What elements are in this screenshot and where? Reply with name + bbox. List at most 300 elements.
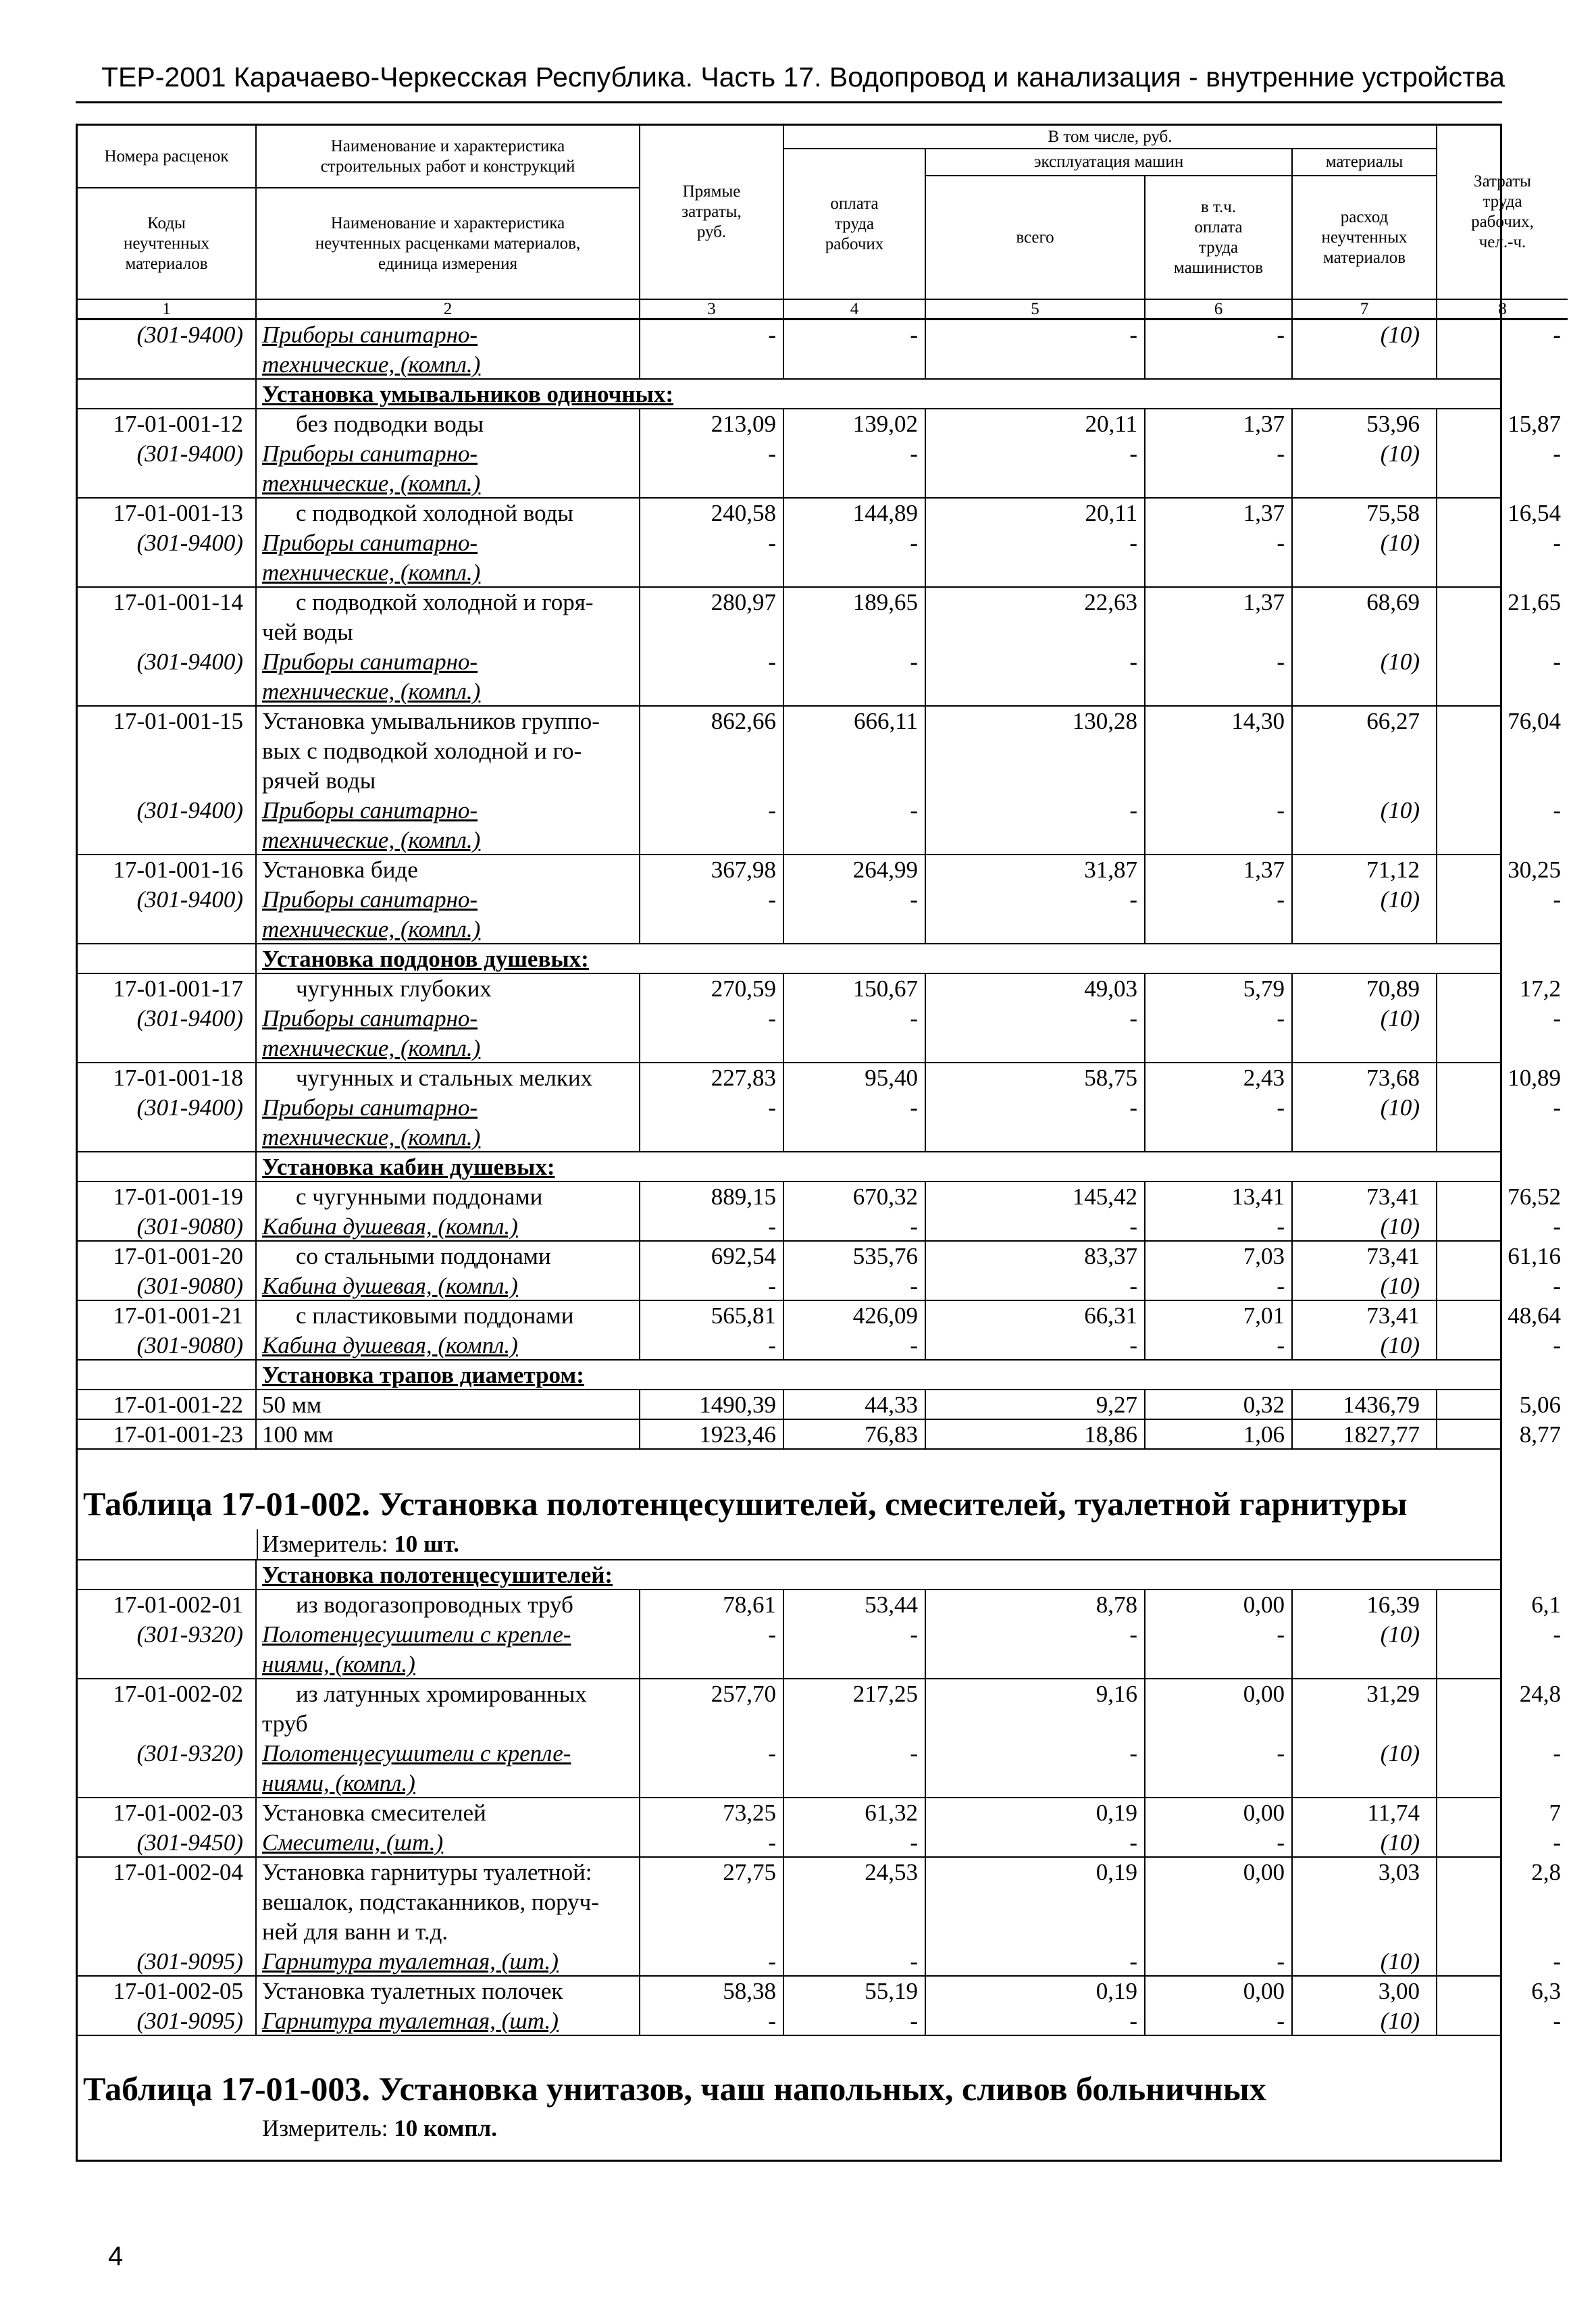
code-text: (301-9400)	[136, 530, 243, 556]
value-text: -	[768, 1740, 776, 1766]
value-cell	[1293, 1271, 1437, 1300]
header-text: всего	[1016, 228, 1054, 247]
value-text: 95,40	[865, 1065, 918, 1091]
work-name	[257, 1242, 640, 1271]
code-text: 17-01-001-22	[113, 1392, 243, 1418]
value-cell	[1293, 1739, 1437, 1797]
value-cell	[1437, 974, 1568, 1004]
header-text: материалов	[1322, 248, 1406, 267]
value-cell	[926, 528, 1145, 586]
value-text: -	[910, 1621, 918, 1648]
value-text: -	[1129, 1213, 1137, 1240]
value-cell	[1145, 1212, 1293, 1240]
value-cell	[1293, 2006, 1437, 2035]
value-cell	[1293, 320, 1437, 378]
code-text: (301-9400)	[136, 322, 243, 348]
value-cell	[784, 1390, 926, 1419]
value-cell	[640, 409, 784, 439]
work-name	[257, 855, 640, 885]
value-text: 1,37	[1243, 500, 1285, 526]
value-text: 2,43	[1243, 1065, 1285, 1091]
value-text: 31,29	[1366, 1681, 1420, 1707]
value-cell	[1293, 647, 1437, 705]
value-text: -	[1277, 797, 1285, 823]
value-text: (10)	[1380, 2008, 1420, 2034]
value-cell	[926, 409, 1145, 439]
value-text: -	[768, 530, 776, 556]
value-cell	[926, 707, 1145, 796]
section-heading-row	[78, 1152, 1500, 1182]
code-text: 17-01-001-18	[113, 1065, 243, 1091]
value-text: 31,87	[1084, 857, 1137, 883]
value-cell	[640, 885, 784, 943]
value-text: -	[1277, 1005, 1285, 1032]
code-text: (301-9095)	[136, 1948, 243, 1975]
value-text: (10)	[1380, 1332, 1420, 1358]
code-text: (301-9080)	[136, 1213, 243, 1240]
value-text: 5,79	[1243, 975, 1285, 1002]
rates-table-frame	[76, 124, 1561, 2162]
value-cell	[926, 1212, 1145, 1240]
section-heading-row	[78, 1560, 1500, 1590]
value-cell	[784, 1271, 926, 1300]
value-text: -	[1129, 1094, 1137, 1121]
header-machines	[926, 149, 1293, 176]
value-cell	[1145, 588, 1293, 647]
value-text: -	[1129, 886, 1137, 913]
value-cell	[784, 1739, 926, 1797]
value-text: 75,58	[1366, 500, 1420, 526]
rate-row	[78, 855, 1561, 885]
value-text: 61,32	[865, 1800, 918, 1826]
material-row	[78, 1828, 1561, 1858]
section-heading-text: Установка поддонов душевых:	[262, 946, 589, 972]
value-text: 692,54	[711, 1243, 776, 1269]
value-text: -	[910, 1005, 918, 1032]
column-number: 2	[257, 300, 640, 320]
value-cell	[926, 1331, 1145, 1359]
value-text: 78,61	[723, 1592, 776, 1618]
section-heading	[257, 1560, 613, 1590]
value-cell	[1145, 1590, 1293, 1620]
rate-row	[78, 409, 1561, 439]
value-text: -	[768, 1005, 776, 1032]
value-cell	[926, 647, 1145, 705]
header-text: оплата	[1194, 218, 1243, 236]
name-line: Установка биде	[262, 857, 418, 883]
value-text: 144,89	[852, 500, 918, 526]
value-text: -	[1553, 1273, 1561, 1299]
value-cell	[784, 409, 926, 439]
value-cell	[1293, 1182, 1437, 1212]
page-header: ТЕР-2001 Карачаево-Черкесская Республика. Часть 17. Водопровод и канализация - внутренние устройства	[101, 61, 1505, 93]
value-cell	[1437, 1242, 1568, 1271]
value-text: -	[768, 322, 776, 348]
value-cell	[1437, 409, 1568, 439]
material-code	[78, 320, 257, 378]
value-text: -	[1277, 2008, 1285, 2034]
value-cell	[1293, 499, 1437, 528]
material-name	[257, 1947, 640, 1975]
value-cell	[1437, 796, 1568, 854]
value-cell	[1437, 2006, 1568, 2035]
header-machines-total	[926, 176, 1145, 300]
value-cell	[926, 1242, 1145, 1271]
value-cell	[1293, 1331, 1437, 1359]
value-cell	[1293, 1679, 1437, 1739]
material-code	[78, 439, 257, 497]
code-text: 17-01-002-01	[113, 1592, 243, 1618]
name-line: Кабина душевая, (компл.)	[262, 1332, 518, 1358]
measure-value: 10 шт.	[394, 1531, 459, 1557]
value-cell	[1437, 1331, 1568, 1359]
value-text: 76,83	[865, 1421, 918, 1448]
value-text: 20,11	[1085, 411, 1137, 437]
value-cell	[640, 1420, 784, 1448]
header-rule	[76, 101, 1502, 103]
value-cell	[784, 1590, 926, 1620]
header-labor-hours	[1437, 126, 1568, 300]
header-text: расход	[1340, 207, 1389, 226]
value-cell	[640, 1977, 784, 2006]
material-row	[78, 885, 1561, 944]
value-text: -	[768, 1621, 776, 1648]
name-line: Приборы санитарно-	[262, 440, 478, 467]
value-cell	[640, 1828, 784, 1856]
value-text: -	[768, 440, 776, 467]
value-cell	[1437, 1063, 1568, 1093]
material-row	[78, 1004, 1561, 1063]
value-cell	[1437, 1390, 1568, 1419]
value-text: 14,30	[1231, 708, 1285, 734]
material-row	[78, 796, 1561, 855]
value-cell	[1293, 1977, 1437, 2006]
value-cell	[784, 885, 926, 943]
value-text: -	[1553, 886, 1561, 913]
value-cell	[640, 588, 784, 647]
value-cell	[1437, 320, 1568, 378]
rate-code	[78, 1390, 257, 1419]
code-text: (301-9080)	[136, 1273, 243, 1299]
value-text: -	[1129, 440, 1137, 467]
value-cell	[1293, 1301, 1437, 1331]
material-name	[257, 1331, 640, 1359]
value-text: 7,03	[1243, 1243, 1285, 1269]
value-text: -	[910, 2008, 918, 2034]
value-text: -	[768, 2008, 776, 2034]
value-cell	[1293, 1004, 1437, 1062]
section-code-cell	[78, 380, 257, 408]
column-number: 8	[1437, 300, 1568, 320]
value-text: -	[1277, 649, 1285, 675]
value-text: 0,32	[1243, 1392, 1285, 1418]
header-rate-numbers	[78, 126, 257, 188]
material-code	[78, 1093, 257, 1151]
material-row	[78, 1947, 1561, 1977]
value-cell	[784, 1620, 926, 1678]
value-cell	[926, 1590, 1145, 1620]
rate-row	[78, 974, 1561, 1004]
section-code-cell	[78, 1560, 257, 1589]
header-text: в т.ч.	[1200, 197, 1237, 216]
value-cell	[926, 1093, 1145, 1151]
header-material-use	[1293, 176, 1437, 300]
header-text: рабочих	[825, 234, 884, 253]
rate-row	[78, 1977, 1561, 2006]
name-line: Гарнитура туалетная, (шт.)	[262, 2008, 559, 2034]
name-line: из латунных хромированных	[296, 1681, 587, 1707]
code-text: 17-01-001-23	[113, 1421, 243, 1448]
value-text: -	[1129, 649, 1137, 675]
work-name	[257, 707, 640, 796]
material-name	[257, 439, 640, 497]
value-text: (10)	[1380, 1740, 1420, 1766]
value-cell	[1293, 588, 1437, 647]
value-text: -	[1277, 1948, 1285, 1975]
value-cell	[1145, 647, 1293, 705]
work-name	[257, 1858, 640, 1947]
rate-code	[78, 499, 257, 528]
value-cell	[1437, 885, 1568, 943]
name-line: Приборы санитарно-	[262, 649, 478, 675]
material-name	[257, 1004, 640, 1062]
rate-row	[78, 588, 1561, 647]
work-name	[257, 1679, 640, 1739]
value-text: -	[1277, 322, 1285, 348]
value-cell	[926, 1182, 1145, 1212]
value-text: (10)	[1380, 649, 1420, 675]
name-line: Приборы санитарно-	[262, 530, 478, 556]
material-row	[78, 2006, 1561, 2036]
value-cell	[926, 588, 1145, 647]
code-text: 17-01-001-20	[113, 1243, 243, 1269]
header-text: неучтенных	[123, 234, 209, 253]
name-line: Приборы санитарно-	[262, 1094, 478, 1121]
value-cell	[1437, 499, 1568, 528]
value-text: -	[1129, 1829, 1137, 1856]
name-line: 50 мм	[262, 1392, 322, 1418]
value-text: 48,64	[1508, 1302, 1561, 1329]
name-line: Установка туалетных полочек	[262, 1978, 563, 2004]
column-number: 1	[78, 300, 257, 320]
value-cell	[1145, 1739, 1293, 1797]
header-text: чел.-ч.	[1478, 233, 1526, 251]
value-text: 889,15	[711, 1184, 776, 1210]
value-text: 18,86	[1084, 1421, 1137, 1448]
value-cell	[1145, 1828, 1293, 1856]
name-line: Приборы санитарно-	[262, 1005, 478, 1032]
value-cell	[784, 2006, 926, 2035]
value-cell	[1145, 707, 1293, 796]
work-name	[257, 1590, 640, 1620]
value-text: 189,65	[852, 589, 918, 615]
value-cell	[926, 1301, 1145, 1331]
value-cell	[1437, 1420, 1568, 1448]
value-text: 7,01	[1243, 1302, 1285, 1329]
value-cell	[784, 1301, 926, 1331]
name-line: Установка гарнитуры туалетной:	[262, 1859, 592, 1885]
value-text: 24,8	[1519, 1681, 1561, 1707]
value-cell	[1145, 499, 1293, 528]
value-cell	[1293, 409, 1437, 439]
code-text: (301-9400)	[136, 886, 243, 913]
value-text: (10)	[1380, 1094, 1420, 1121]
value-cell	[1437, 1620, 1568, 1678]
rate-code	[78, 1977, 257, 2006]
value-text: 76,52	[1508, 1184, 1561, 1210]
value-cell	[926, 855, 1145, 885]
value-text: 16,39	[1366, 1592, 1420, 1618]
material-code	[78, 1212, 257, 1240]
value-cell	[1293, 528, 1437, 586]
table-measure	[257, 2114, 497, 2143]
value-cell	[1145, 1271, 1293, 1300]
rate-row	[78, 1858, 1561, 1947]
value-cell	[784, 528, 926, 586]
column-numbers-row	[78, 300, 1507, 320]
header-text: оплата	[830, 194, 879, 213]
code-text: 17-01-001-12	[113, 411, 243, 437]
value-cell	[640, 499, 784, 528]
value-cell	[640, 1798, 784, 1828]
value-cell	[1437, 1947, 1568, 1975]
value-cell	[1293, 1212, 1437, 1240]
header-text: труда	[1483, 193, 1522, 211]
code-text: 17-01-001-21	[113, 1302, 243, 1329]
value-cell	[1437, 439, 1568, 497]
value-text: 139,02	[852, 411, 918, 437]
header-text: эксплуатация машин	[1033, 153, 1184, 171]
name-line: рячей воды	[262, 767, 376, 794]
value-cell	[1293, 1063, 1437, 1093]
value-cell	[640, 1242, 784, 1271]
name-line: технические, (компл.)	[262, 916, 481, 942]
value-cell	[784, 1679, 926, 1739]
value-cell	[1437, 855, 1568, 885]
value-cell	[640, 2006, 784, 2035]
rate-row	[78, 1590, 1561, 1620]
section-heading-text: Установка трапов диаметром:	[262, 1362, 584, 1388]
name-line: технические, (компл.)	[262, 559, 481, 586]
value-text: (10)	[1380, 886, 1420, 913]
value-text: 1827,77	[1343, 1421, 1420, 1448]
rate-code	[78, 1858, 257, 1947]
value-text: -	[910, 1829, 918, 1856]
value-cell	[1145, 796, 1293, 854]
value-cell	[640, 528, 784, 586]
rate-code	[78, 974, 257, 1004]
name-line: ниями, (компл.)	[262, 1770, 415, 1796]
header-material-name	[257, 188, 640, 300]
section-heading-text: Установка полотенцесушителей:	[262, 1562, 613, 1588]
value-text: 666,11	[854, 708, 918, 734]
code-text: 17-01-001-17	[113, 975, 243, 1002]
rate-row	[78, 1390, 1561, 1420]
value-text: -	[1553, 1948, 1561, 1975]
value-cell	[784, 1331, 926, 1359]
value-text: 670,32	[852, 1184, 918, 1210]
value-cell	[784, 1977, 926, 2006]
value-cell	[784, 1798, 926, 1828]
value-cell	[784, 1063, 926, 1093]
name-line: вешалок, подстаканников, поруч-	[262, 1889, 599, 1915]
name-line: со стальными поддонами	[296, 1243, 551, 1269]
name-line: Установка умывальников группо-	[262, 708, 600, 734]
value-text: -	[910, 649, 918, 675]
value-cell	[640, 974, 784, 1004]
code-text: (301-9400)	[136, 440, 243, 467]
value-text: 10,89	[1508, 1065, 1561, 1091]
value-text: -	[1553, 649, 1561, 675]
value-cell	[1437, 1798, 1568, 1828]
value-text: (10)	[1380, 1829, 1420, 1856]
value-cell	[1437, 1004, 1568, 1062]
value-text: -	[768, 1948, 776, 1975]
value-text: (10)	[1380, 797, 1420, 823]
section-heading-text: Установка кабин душевых:	[262, 1154, 555, 1180]
value-cell	[1437, 528, 1568, 586]
material-row	[78, 1331, 1561, 1361]
rate-code	[78, 707, 257, 796]
value-text: 1,37	[1243, 589, 1285, 615]
value-text: 270,59	[711, 975, 776, 1002]
header-text: неучтенных расценками материалов,	[315, 234, 581, 253]
value-cell	[1293, 885, 1437, 943]
value-cell	[926, 2006, 1145, 2035]
value-text: -	[1277, 1829, 1285, 1856]
value-cell	[784, 1242, 926, 1271]
name-line: чугунных и стальных мелких	[296, 1065, 593, 1091]
value-text: 217,25	[852, 1681, 918, 1707]
material-name	[257, 1739, 640, 1797]
value-text: -	[910, 1273, 918, 1299]
value-text: 280,97	[711, 589, 776, 615]
value-text: 862,66	[711, 708, 776, 734]
work-name	[257, 588, 640, 647]
value-text: 71,12	[1366, 857, 1420, 883]
value-text: -	[1553, 440, 1561, 467]
name-line: Приборы санитарно-	[262, 322, 478, 348]
material-name	[257, 647, 640, 705]
value-text: 53,44	[865, 1592, 918, 1618]
value-text: 13,41	[1231, 1184, 1285, 1210]
value-text: (10)	[1380, 530, 1420, 556]
header-text: Коды	[147, 213, 186, 232]
rate-code	[78, 1590, 257, 1620]
value-cell	[926, 439, 1145, 497]
name-line: без подводки воды	[296, 411, 484, 437]
material-code	[78, 2006, 257, 2035]
material-row	[78, 1620, 1561, 1679]
header-text: единица измерения	[378, 254, 518, 273]
value-cell	[1437, 1739, 1568, 1797]
value-text: (10)	[1380, 1213, 1420, 1240]
value-cell	[640, 320, 784, 378]
section-heading-text: Установка умывальников одиночных:	[262, 381, 674, 407]
code-text: 17-01-002-03	[113, 1800, 243, 1826]
value-cell	[926, 1977, 1145, 2006]
value-cell	[784, 1420, 926, 1448]
value-cell	[1293, 1947, 1437, 1975]
value-text: -	[1277, 886, 1285, 913]
material-name	[257, 1212, 640, 1240]
header-text: труда	[1198, 238, 1239, 257]
value-cell	[640, 1093, 784, 1151]
material-row	[78, 647, 1561, 707]
value-text: 44,33	[865, 1392, 918, 1418]
material-name	[257, 528, 640, 586]
value-text: 5,06	[1519, 1392, 1561, 1418]
